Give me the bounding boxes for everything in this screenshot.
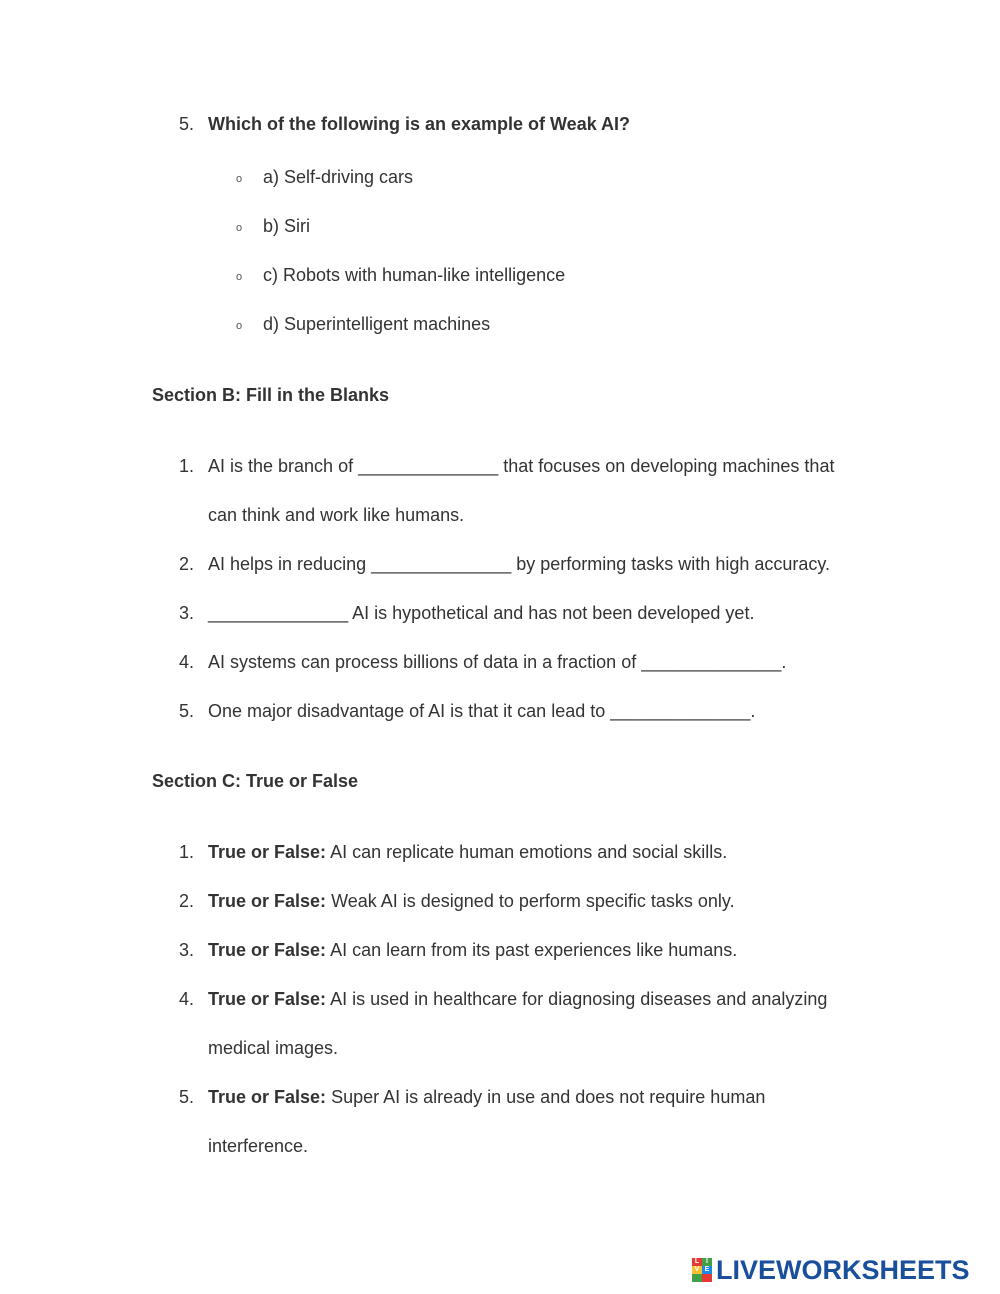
list-number: 4.: [178, 989, 194, 1009]
fill-blank-item: ______________ AI is hypothetical and has not been developed yet.: [208, 603, 755, 623]
list-number: 3.: [178, 940, 194, 960]
logo-mark-tile: I: [702, 1258, 712, 1266]
logo-mark-tile: V: [692, 1266, 702, 1274]
logo-mark-icon: [692, 1258, 712, 1282]
list-number: 1.: [178, 456, 194, 476]
logo-text: LIVEWORKSHEETS: [716, 1255, 970, 1285]
option-d: d) Superintelligent machines: [263, 314, 491, 334]
statement-continuation: medical images.: [208, 1038, 339, 1058]
statement-text: Weak AI is designed to perform specific tasks only.: [331, 891, 735, 911]
true-false-label: True or False:: [208, 1087, 327, 1107]
statement-text: Super AI is already in use and does not require human: [331, 1087, 766, 1107]
true-false-label: True or False:: [208, 989, 327, 1009]
statement-text: AI is used in healthcare for diagnosing diseases and analyzing: [330, 989, 828, 1009]
true-false-item: [208, 841, 727, 863]
fill-blank-item: AI systems can process billions of data in a fraction of ______________.: [208, 652, 787, 672]
list-number: 3.: [178, 603, 194, 623]
logo-mark-tile: [692, 1274, 702, 1282]
section-b-heading: Section B: Fill in the Blanks: [152, 385, 390, 405]
question-number: 5.: [178, 114, 194, 134]
section-c-heading: Section C: True or False: [152, 771, 359, 791]
statement-text: AI can learn from its past experiences like humans.: [330, 940, 738, 960]
statement-continuation: interference.: [208, 1136, 309, 1156]
bullet-icon: o: [236, 222, 243, 234]
bullet-icon: o: [236, 271, 243, 283]
list-number: 5.: [178, 701, 194, 721]
true-false-label: True or False:: [208, 891, 327, 911]
list-number: 2.: [178, 891, 194, 911]
list-number: 1.: [178, 842, 194, 862]
true-false-item: [208, 1086, 765, 1108]
liveworksheets-logo: [692, 1256, 970, 1284]
logo-mark-tile: E: [702, 1266, 712, 1274]
option-c: c) Robots with human-like intelligence: [263, 265, 566, 285]
fill-blank-item-continuation: can think and work like humans.: [208, 505, 465, 525]
fill-blank-item: AI is the branch of ______________ that focuses on developing machines that: [208, 456, 835, 476]
option-a: a) Self-driving cars: [263, 167, 414, 187]
option-b: b) Siri: [263, 216, 311, 236]
list-number: 2.: [178, 554, 194, 574]
true-false-item: [208, 988, 827, 1010]
bullet-icon: o: [236, 320, 243, 332]
true-false-item: [208, 890, 735, 912]
question-text: Which of the following is an example of Weak AI?: [208, 114, 631, 134]
fill-blank-item: One major disadvantage of AI is that it can lead to ______________.: [208, 701, 756, 721]
logo-mark-tile: [702, 1274, 712, 1282]
true-false-label: True or False:: [208, 842, 327, 862]
bullet-icon: o: [236, 173, 243, 185]
list-number: 5.: [178, 1087, 194, 1107]
true-false-item: [208, 939, 737, 961]
true-false-label: True or False:: [208, 940, 327, 960]
logo-mark-tile: L: [692, 1258, 702, 1266]
fill-blank-item: AI helps in reducing ______________ by performing tasks with high accuracy.: [208, 554, 831, 574]
list-number: 4.: [178, 652, 194, 672]
statement-text: AI can replicate human emotions and social skills.: [330, 842, 728, 862]
